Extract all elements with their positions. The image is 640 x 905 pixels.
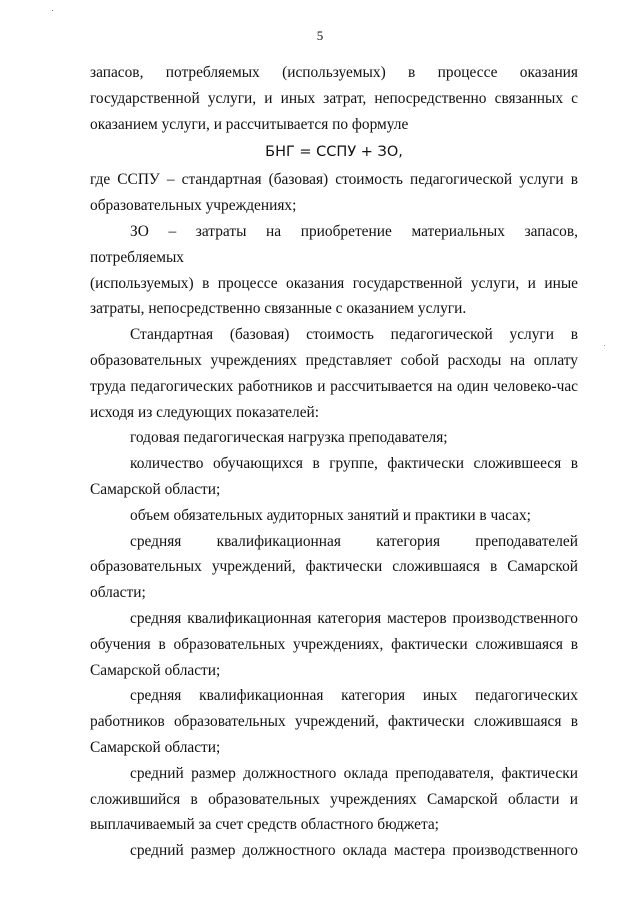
scan-speck [52,10,53,11]
list-item: средняя квалификационная категория иных педагогических [130,687,578,705]
text-line: затраты, непосредственно связанные с оказанием услуги. [90,300,467,318]
text-line: труда педагогических работников и рассчитывается на один человеко-час [90,377,578,395]
text-line: запасов, потребляемых (используемых) в процессе оказания [90,64,578,81]
text-line: где ССПУ – стандартная (базовая) стоимость педагогической услуги в [90,171,578,189]
list-item: средняя квалификационная категория мастеров производственного [130,609,578,627]
text-line: государственной услуги, и иных затрат, непосредственно связанных с [90,89,578,107]
text-line: Самарской области; [90,738,221,756]
text-line: работников образовательных учреждений, фактически сложившаяся в [90,713,578,731]
text-line: области; [90,584,146,602]
text-line: оказанием услуги, и рассчитывается по формуле [90,115,409,133]
document-body [90,60,578,864]
text-line: обучения в образовательных учреждениях, фактически сложившаяся в [90,635,578,653]
text-line: исходя из следующих показателей: [90,403,320,421]
text-line: (используемых) в процессе оказания государственной услуги, и иные [90,274,578,292]
list-item: средняя квалификационная категория преподавателей [130,532,578,550]
list-item: средний размер должностного оклада преподавателя, фактически [130,764,578,782]
text-line: Самарской области; [90,480,221,498]
list-item: средний размер должностного оклада мастера производственного [130,842,578,860]
formula: БНГ = ССПУ + ЗО, [265,144,403,161]
text-line: образовательных учреждениях; [90,197,297,215]
list-item: годовая педагогическая нагрузка преподавателя; [130,429,448,447]
text-line: Самарской области; [90,661,221,679]
text-line: ЗО – затраты на приобретение материальных запасов, потребляемых [90,222,578,266]
list-item: количество обучающихся в группе, фактически сложившееся в [130,455,578,473]
text-line: образовательных учреждений, фактически сложившаяся в Самарской [90,558,578,576]
text-line: выплачиваемый за счет средств областного бюджета; [90,816,439,834]
text-line: образовательных учреждениях представляет собой расходы на оплату [90,351,578,369]
text-line: Стандартная (базовая) стоимость педагогической услуги в [130,326,578,344]
list-item: объем обязательных аудиторных занятий и практики в часах; [130,506,531,524]
page-number: 5 [316,28,324,43]
scan-speck [604,345,605,346]
text-line: сложившийся в образовательных учреждениях Самарской области и [90,790,578,808]
